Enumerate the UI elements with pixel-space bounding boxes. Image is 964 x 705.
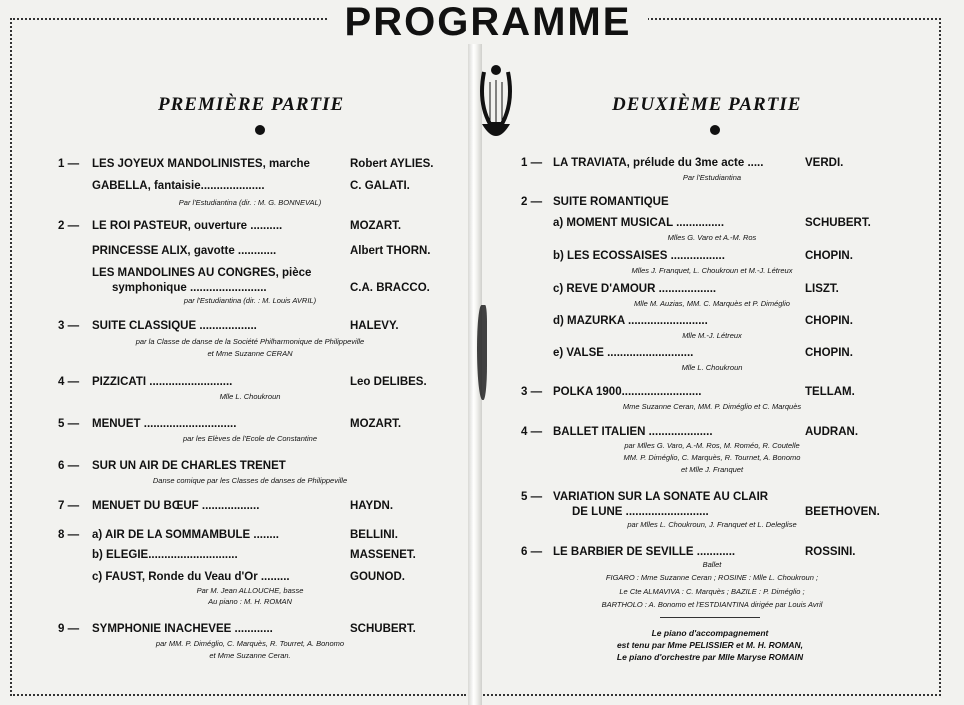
performer-credit: par les Elèves de l'Ecole de Constantine [182,434,317,443]
piece-title: PIZZICATI .......................... [92,376,233,388]
part1-bullet [255,125,265,135]
performer-credit: Mlle L. Choukroun [219,392,281,401]
piece-title: LA TRAVIATA, prélude du 3me acte ..... [553,157,764,169]
composer-name: CHOPIN. [805,347,853,359]
composer-name: C. GALATI. [350,180,410,192]
performer-credit: Danse comique par les Classes de danses de Philippeville [152,476,348,485]
composer-name: Albert THORN. [350,245,431,257]
piece-title: LES JOYEUX MANDOLINISTES, marche [92,158,310,170]
performer-credit: FIGARO : Mme Suzanne Ceran ; ROSINE : Mlle L. Choukroun ; [605,573,819,582]
performer-credit: Par l'Estudiantina (dir. : M. G. BONNEVAL) [178,198,322,207]
item-number: 1 — [521,157,543,169]
piece-title: SUITE ROMANTIQUE [553,196,669,208]
composer-name: C.A. BRACCO. [350,282,430,294]
performer-credit: Par l'Estudiantina [682,173,742,182]
performer-credit: BARTHOLO : A. Bonomo et l'ESTDIANTINA dirigée par Louis Avril [601,600,823,609]
item-number: 3 — [58,320,80,332]
notes-divider [660,617,760,618]
part2-title: DEUXIÈME PARTIE [612,94,802,115]
performer-credit: par la Classe de danse de la Société Philharmonique de Philippeville [135,337,365,346]
performer-credit: Au piano : M. H. ROMAN [208,597,292,606]
item-number: 6 — [58,460,80,472]
performer-credit: et Mlle J. Franquet [680,465,744,474]
accompaniment-note-line: Le piano d'orchestre par Mlle Maryse ROMAIN [616,652,804,662]
piece-title: a) AIR DE LA SOMMAMBULE ........ [92,529,279,541]
item-number: 3 — [521,386,543,398]
composer-name: BELLINI. [350,529,398,541]
lyre-icon [478,62,514,152]
composer-name: BEETHOVEN. [805,506,880,518]
accompaniment-note-line: Le piano d'accompagnement [651,628,769,638]
piece-title: DE LUNE .......................... [572,506,709,518]
composer-name: SCHUBERT. [350,623,416,635]
piece-title: SUR UN AIR DE CHARLES TRENET [92,460,286,472]
performer-credit: par MM. P. Diméglio, C. Marquès, R. Tourret, A. Bonomo [155,639,345,648]
composer-name: ROSSINI. [805,546,856,558]
performer-credit: par Mlles L. Choukroun, J. Franquet et L. Deleglise [627,520,797,529]
composer-name: MOZART. [350,220,402,232]
item-number: 1 — [58,158,80,170]
item-number: 2 — [58,220,80,232]
item-number: 4 — [521,426,543,438]
piece-title: MENUET DU BŒUF .................. [92,500,260,512]
piece-title: a) MOMENT MUSICAL ............... [553,217,725,229]
composer-name: HALEVY. [350,320,399,332]
performer-credit: Mlles J. Franquet, L. Choukroun et M.-J. Létreux [631,266,793,275]
piece-title: c) FAUST, Ronde du Veau d'Or ......... [92,571,290,583]
composer-name: Leo DELIBES. [350,376,427,388]
composer-name: MASSENET. [350,549,416,561]
piece-title: symphonique ........................ [112,282,267,294]
composer-name: VERDI. [805,157,844,169]
performer-credit: Mme Suzanne Ceran, MM. P. Diméglio et C. Marquès [622,402,802,411]
performer-credit: Ballet [702,560,722,569]
part2-bullet [710,125,720,135]
piece-title: c) REVE D'AMOUR .................. [553,283,717,295]
item-number: 2 — [521,196,543,208]
composer-name: TELLAM. [805,386,855,398]
performer-credit: par Mlles G. Varo, A.-M. Ros, M. Roméo, R. Coutelle [624,441,800,450]
piece-title: b) ELEGIE............................ [92,549,238,561]
performer-credit: MM. P. Diméglio, C. Marquès, R. Tournet, A. Bonomo [623,453,801,462]
piece-title: d) MAZURKA ......................... [553,315,708,327]
performer-credit: Mlles G. Varo et A.-M. Ros [667,233,757,242]
programme-title: PROGRAMME [328,0,648,44]
performer-credit: et Mme Suzanne Ceran. [209,651,291,660]
performer-credit: Par M. Jean ALLOUCHE, basse [196,586,304,595]
composer-name: Robert AYLIES. [350,158,434,170]
piece-title: POLKA 1900......................... [553,386,702,398]
item-number: 7 — [58,500,80,512]
performer-credit: par l'Estudiantina (dir. : M. Louis AVRIL) [183,296,317,305]
performer-credit: Mlle M. Auzias, MM. C. Marquès et P. Diméglio [634,299,790,308]
part1-title: PREMIÈRE PARTIE [158,94,345,115]
composer-name: SCHUBERT. [805,217,871,229]
item-number: 4 — [58,376,80,388]
item-number: 6 — [521,546,543,558]
piece-title: LES MANDOLINES AU CONGRES, pièce [92,267,312,279]
item-number: 9 — [58,623,80,635]
item-number: 5 — [58,418,80,430]
piece-title: b) LES ECOSSAISES ................. [553,250,725,262]
piece-title: e) VALSE ........................... [553,347,694,359]
composer-name: CHOPIN. [805,250,853,262]
composer-name: CHOPIN. [805,315,853,327]
performer-credit: Mlle L. Choukroun [681,363,743,372]
piece-title: SUITE CLASSIQUE .................. [92,320,257,332]
piece-title: LE ROI PASTEUR, ouverture .......... [92,220,283,232]
piece-title: SYMPHONIE INACHEVEE ............ [92,623,273,635]
performer-credit: Le Cte ALMAVIVA : C. Marquès ; BAZILE : P. Diméglio ; [619,587,805,596]
piece-title: MENUET ............................. [92,418,237,430]
item-number: 5 — [521,491,543,503]
piece-title: GABELLA, fantaisie.................... [92,180,265,192]
performer-credit: Mlle M.-J. Létreux [682,331,742,340]
composer-name: LISZT. [805,283,839,295]
piece-title: BALLET ITALIEN .................... [553,426,713,438]
piece-title: LE BARBIER DE SEVILLE ............ [553,546,736,558]
piece-title: PRINCESSE ALIX, gavotte ............ [92,245,277,257]
page-tear [477,305,487,400]
composer-name: GOUNOD. [350,571,405,583]
composer-name: MOZART. [350,418,402,430]
performer-credit: et Mme Suzanne CERAN [207,349,293,358]
item-number: 8 — [58,529,80,541]
piece-title: VARIATION SUR LA SONATE AU CLAIR [553,491,769,503]
composer-name: HAYDN. [350,500,394,512]
accompaniment-note-line: est tenu par Mme PELISSIER et M. H. ROMAN, [616,640,804,650]
composer-name: AUDRAN. [805,426,859,438]
